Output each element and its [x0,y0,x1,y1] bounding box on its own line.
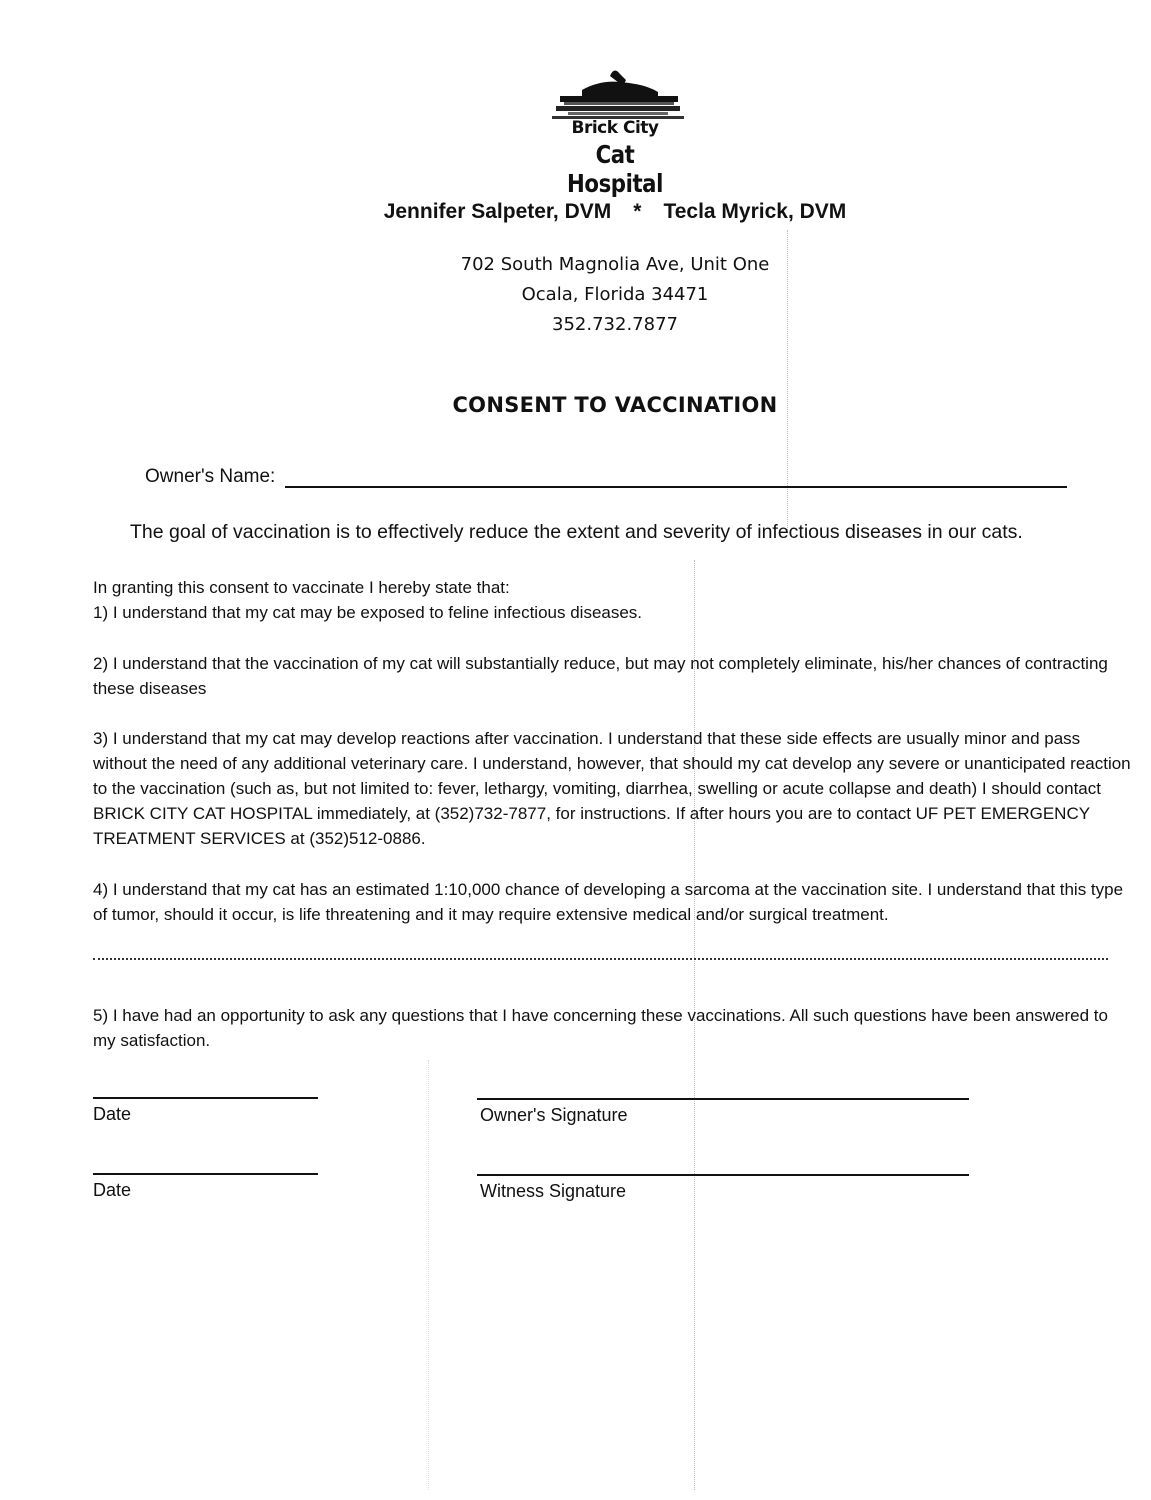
date-label-1: Date [93,1104,132,1124]
phone-number: 352.732.7877 [552,314,678,335]
goal-statement: The goal of vaccination is to effectively reduce the extent and severity of infectious diseases in our cats. [130,521,1023,543]
date-field-1[interactable] [93,1097,318,1099]
address-street: 702 South Magnolia Ave, Unit One [460,254,770,275]
consent-item-5: 5) I have had an opportunity to ask any questions that I have concerning these vaccinations. All such questions have been answered to my satisfaction. [93,1006,1108,1050]
logo-text-line2: Cat Hospital [567,140,663,198]
witness-signature-field[interactable] [477,1174,969,1176]
doctor-name: Jennifer Salpeter, DVM [383,200,612,223]
logo-text-line1: Brick City [571,118,659,138]
date-field-2[interactable] [93,1173,318,1175]
owner-name-field[interactable] [285,464,1067,488]
intro-block [93,575,1133,625]
date-label-2: Date [93,1180,132,1200]
form-title: CONSENT TO VACCINATION [452,393,778,417]
consent-item-4: 4) I understand that my cat has an estimated 1:10,000 chance of developing a sarcoma at the vaccination site. I understand that this type of tumor, should it occur, is life threatening and it may require extensive medical and/or surgical treatment. [93,880,1124,924]
owner-signature-field[interactable] [477,1098,969,1100]
consent-item-1: 1) I understand that my cat may be exposed to feline infectious diseases. [93,603,643,622]
intro-text: In granting this consent to vaccinate I hereby state that: [93,578,510,597]
doctor-separator: * [633,200,642,223]
consent-item-3: 3) I understand that my cat may develop reactions after vaccination. I understand that these side effects are usually minor and pass without the need of any additional veterinary care. I understand, however, that should my cat develop any severe or unanticipated reaction to the vaccination (such as, but not limited to: fever, lethargy, vomiting, diarrhea, swelling or acute collapse and death) I should contact BRICK CITY CAT HOSPITAL immediately, at (352)732-7877, for instructions. If after hours you are to contact UF PET EMERGENCY TREATMENT SERVICES at (352)512-0886. [93,729,1131,848]
doctor-name: Tecla Myrick, DVM [663,200,847,223]
doctors-line [0,200,1151,224]
hospital-logo [540,62,690,198]
scan-artifact-line [428,1060,429,1490]
address-block [0,250,1151,340]
dotted-divider [93,958,1108,960]
address-city: Ocala, Florida 34471 [521,284,709,305]
witness-signature-label: Witness Signature [480,1181,627,1201]
owner-name-label: Owner's Name: [145,466,276,487]
consent-item-2: 2) I understand that the vaccination of my cat will substantially reduce, but may not completely eliminate, his/her chances of contracting these diseases [93,654,1108,698]
owner-signature-label: Owner's Signature [480,1105,628,1125]
building-icon [540,62,690,120]
owner-name-row [145,464,1067,488]
